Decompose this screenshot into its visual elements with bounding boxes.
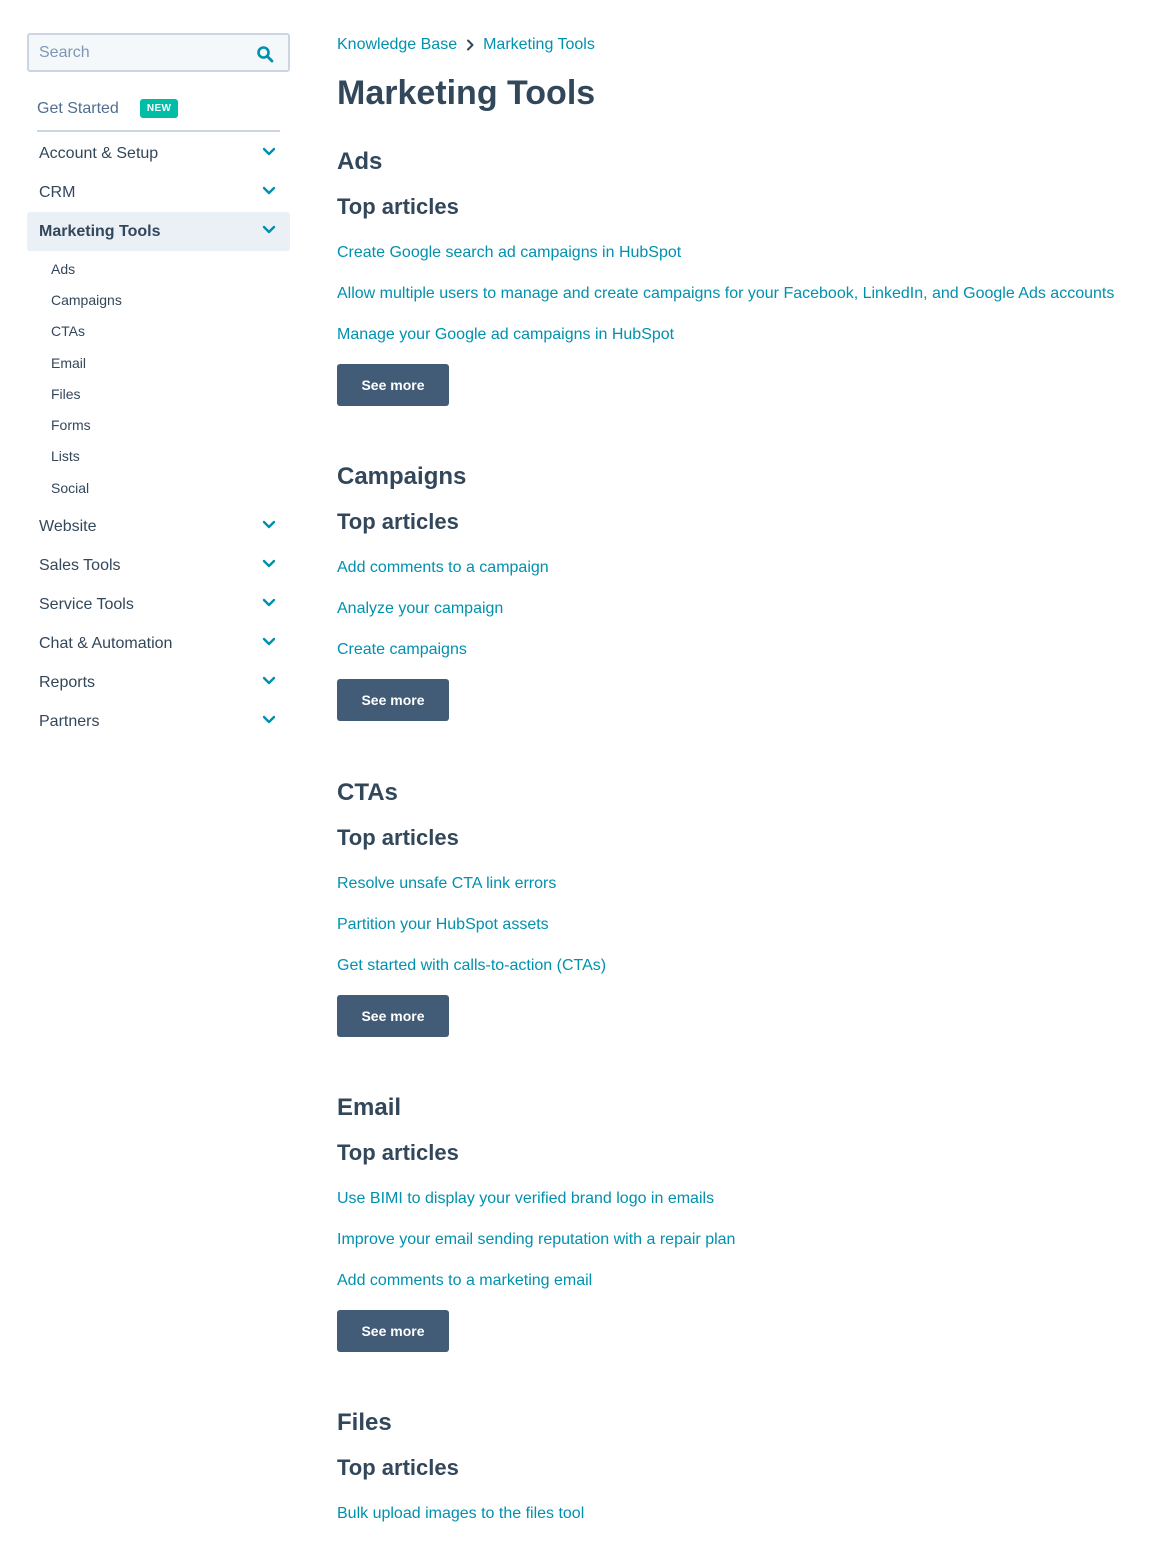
article-link[interactable]: Add comments to a campaign [337,559,549,576]
chevron-right-icon [466,39,475,51]
get-started-link[interactable] [37,99,178,118]
section-title: Email [337,1094,402,1121]
new-badge: NEW [140,99,179,118]
subnav-item-ctas[interactable]: CTAs [51,323,85,340]
chevron-down-icon[interactable] [262,520,276,530]
subnav-item-forms[interactable]: Forms [51,417,91,434]
sidebar-nav [27,134,290,741]
page-title: Marketing Tools [337,74,596,112]
sidebar-item-service-tools[interactable] [27,585,290,624]
sidebar-item-reports[interactable] [27,663,290,702]
see-more-button[interactable]: See more [337,679,449,721]
article-link[interactable]: Improve your email sending reputation with a repair plan [337,1231,736,1248]
marketing-tools-subnav [27,251,290,507]
chevron-down-icon[interactable] [262,676,276,686]
sidebar-item-label: Service Tools [39,595,134,613]
article-link[interactable]: Manage your Google ad campaigns in HubSpot [337,326,675,343]
chevron-down-icon[interactable] [262,637,276,647]
breadcrumb-knowledge-base[interactable]: Knowledge Base [337,36,458,53]
sidebar-item-website[interactable] [27,507,290,546]
article-link[interactable]: Use BIMI to display your verified brand logo in emails [337,1190,715,1207]
sidebar-item-marketing-tools[interactable] [27,212,290,251]
see-more-button[interactable]: See more [337,995,449,1037]
article-link[interactable]: Create Google search ad campaigns in HubSpot [337,244,682,261]
subnav-item-lists[interactable]: Lists [51,448,80,465]
article-link[interactable]: Add comments to a marketing email [337,1272,593,1289]
sidebar-item-label: Sales Tools [39,556,121,574]
article-link[interactable]: Partition your HubSpot assets [337,916,549,933]
chevron-down-icon[interactable] [262,225,276,235]
subnav-item-ads[interactable]: Ads [51,260,76,277]
article-link[interactable]: Bulk upload images to the files tool [337,1505,585,1522]
sidebar-item-label: Website [39,517,97,535]
section-title: Campaigns [337,463,467,490]
breadcrumb-marketing-tools[interactable]: Marketing Tools [483,36,595,53]
section-subtitle: Top articles [337,825,459,850]
section-title: Ads [337,148,383,175]
chevron-down-icon[interactable] [262,715,276,725]
section-title: CTAs [337,779,398,806]
subnav-item-files[interactable]: Files [51,385,81,402]
sidebar-item-label: CRM [39,183,76,201]
section-subtitle: Top articles [337,194,459,219]
chevron-down-icon[interactable] [262,598,276,608]
sidebar-item-crm[interactable] [27,173,290,212]
sidebar-item-label: Partners [39,712,100,730]
article-link[interactable]: Analyze your campaign [337,600,504,617]
chevron-down-icon[interactable] [262,559,276,569]
article-link[interactable]: Resolve unsafe CTA link errors [337,875,557,892]
search-box [27,33,290,72]
article-link[interactable]: Allow multiple users to manage and create campaigns for your Facebook, LinkedIn, and Google Ads accounts [337,285,1115,302]
sidebar-divider [37,130,280,132]
article-link[interactable]: Create campaigns [337,641,467,658]
sidebar-item-label: Marketing Tools [39,222,161,240]
sidebar-item-sales-tools[interactable] [27,546,290,585]
sidebar-item-label: Account & Setup [39,144,159,162]
get-started-label: Get Started [37,99,119,117]
search-input[interactable] [29,35,288,70]
chevron-down-icon[interactable] [262,186,276,196]
breadcrumb [337,36,595,54]
sidebar [27,33,290,730]
section-subtitle: Top articles [337,509,459,534]
see-more-button[interactable]: See more [337,1310,449,1352]
sidebar-item-label: Chat & Automation [39,634,173,652]
sidebar-item-partners[interactable] [27,702,290,741]
chevron-down-icon[interactable] [262,147,276,157]
see-more-button[interactable]: See more [337,364,449,406]
section-subtitle: Top articles [337,1455,459,1480]
sidebar-item-label: Reports [39,673,96,691]
sidebar-item-account-setup[interactable] [27,134,290,173]
search-icon[interactable] [256,45,274,63]
subnav-item-campaigns[interactable]: Campaigns [51,291,122,308]
section-subtitle: Top articles [337,1140,459,1165]
subnav-item-email[interactable]: Email [51,354,87,371]
section-title: Files [337,1409,392,1436]
article-link[interactable]: Get started with calls-to-action (CTAs) [337,957,607,974]
subnav-item-social[interactable]: Social [51,479,90,496]
sidebar-item-chat-automation[interactable] [27,624,290,663]
